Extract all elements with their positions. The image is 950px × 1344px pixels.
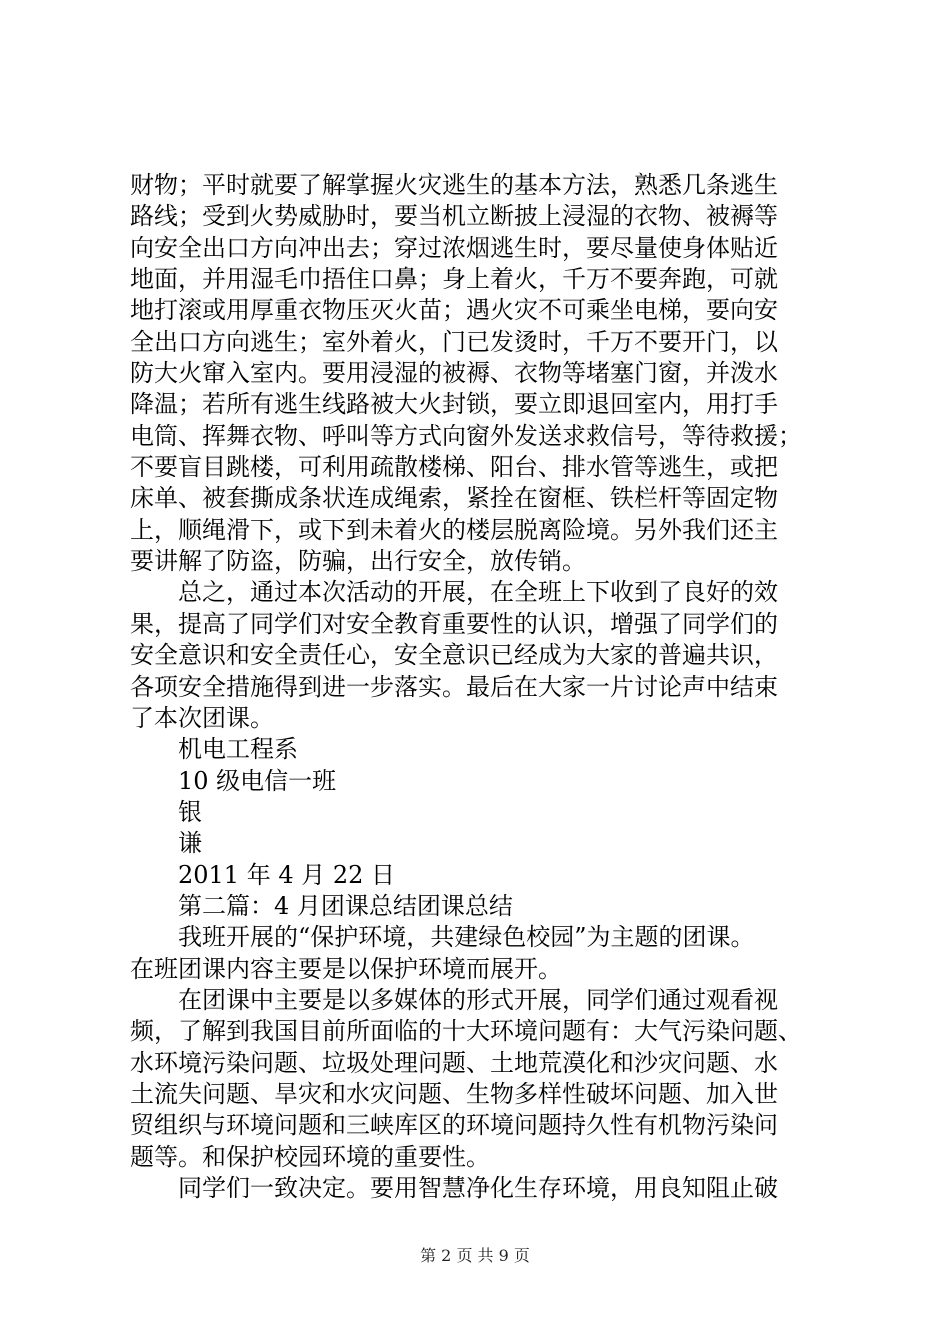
paragraph-start-line: 在团课中主要是以多媒体的形式开展，同学们通过观看视 bbox=[178, 985, 778, 1014]
paragraph-start-line: 总之，通过本次活动的开展，在全班上下收到了良好的效 bbox=[178, 578, 778, 607]
signature-department: 机电工程系 bbox=[178, 735, 298, 764]
text-line: 降温；若所有逃生线路被大火封锁，要立即退回室内，用打手 bbox=[130, 390, 778, 419]
text-line: 地打滚或用厚重衣物压灭火苗；遇火灾不可乘坐电梯，要向安 bbox=[130, 296, 778, 325]
section-heading: 第二篇：4 月团课总结团课总结 bbox=[178, 891, 513, 920]
signature-name-part: 银 bbox=[178, 797, 202, 826]
signature-date: 2011 年 4 月 22 日 bbox=[178, 860, 396, 889]
text-line: 电筒、挥舞衣物、呼叫等方式向窗外发送求救信号，等待救援； bbox=[130, 421, 802, 450]
signature-class: 10 级电信一班 bbox=[178, 766, 337, 795]
text-line: 水环境污染问题、垃圾处理问题、土地荒漠化和沙灾问题、水 bbox=[130, 1048, 778, 1077]
text-line: 防大火窜入室内。要用浸湿的被褥、衣物等堵塞门窗，并泼水 bbox=[130, 359, 778, 388]
text-line: 向安全出口方向冲出去；穿过浓烟逃生时，要尽量使身体贴近 bbox=[130, 233, 778, 262]
text-line: 不要盲目跳楼，可利用疏散楼梯、阳台、排水管等逃生，或把 bbox=[130, 453, 778, 482]
text-line: 上，顺绳滑下，或下到未着火的楼层脱离险境。另外我们还主 bbox=[130, 515, 778, 544]
text-line: 在班团课内容主要是以保护环境而展开。 bbox=[130, 954, 562, 983]
text-line: 安全意识和安全责任心，安全意识已经成为大家的普遍共识， bbox=[130, 641, 778, 670]
paragraph-start-line: 同学们一致决定。要用智慧净化生存环境，用良知阻止破 bbox=[178, 1174, 778, 1202]
text-line: 贸组织与环境问题和三峡库区的环境问题持久性有机物污染问 bbox=[130, 1111, 778, 1140]
text-line: 题等。和保护校园环境的重要性。 bbox=[130, 1142, 490, 1171]
text-line: 全出口方向逃生；室外着火，门已发烫时，千万不要开门，以 bbox=[130, 327, 778, 356]
paragraph-start-line: 我班开展的“保护环境，共建绿色校园”为主题的团课。 bbox=[178, 923, 755, 952]
text-line: 果，提高了同学们对安全教育重要性的认识，增强了同学们的 bbox=[130, 609, 778, 638]
text-line: 床单、被套撕成条状连成绳索，紧拴在窗框、铁栏杆等固定物 bbox=[130, 484, 778, 513]
page-number-footer: 第 2 页 共 9 页 bbox=[420, 1246, 530, 1265]
text-line: 财物；平时就要了解掌握火灾逃生的基本方法，熟悉几条逃生 bbox=[130, 171, 778, 199]
text-line: 要讲解了防盗，防骗，出行安全，放传销。 bbox=[130, 547, 586, 576]
signature-name-part: 谦 bbox=[178, 829, 202, 858]
text-line: 地面，并用湿毛巾捂住口鼻；身上着火，千万不要奔跑，可就 bbox=[130, 265, 778, 294]
text-line: 各项安全措施得到进一步落实。最后在大家一片讨论声中结束 bbox=[130, 672, 778, 701]
document-body bbox=[130, 170, 850, 1204]
text-line: 了本次团课。 bbox=[130, 703, 274, 732]
text-line: 土流失问题、旱灾和水灾问题、生物多样性破坏问题、加入世 bbox=[130, 1079, 778, 1108]
text-line: 路线；受到火势威胁时，要当机立断披上浸湿的衣物、被褥等 bbox=[130, 202, 778, 231]
text-line: 频，了解到我国目前所面临的十大环境问题有：大气污染问题、 bbox=[130, 1017, 802, 1046]
